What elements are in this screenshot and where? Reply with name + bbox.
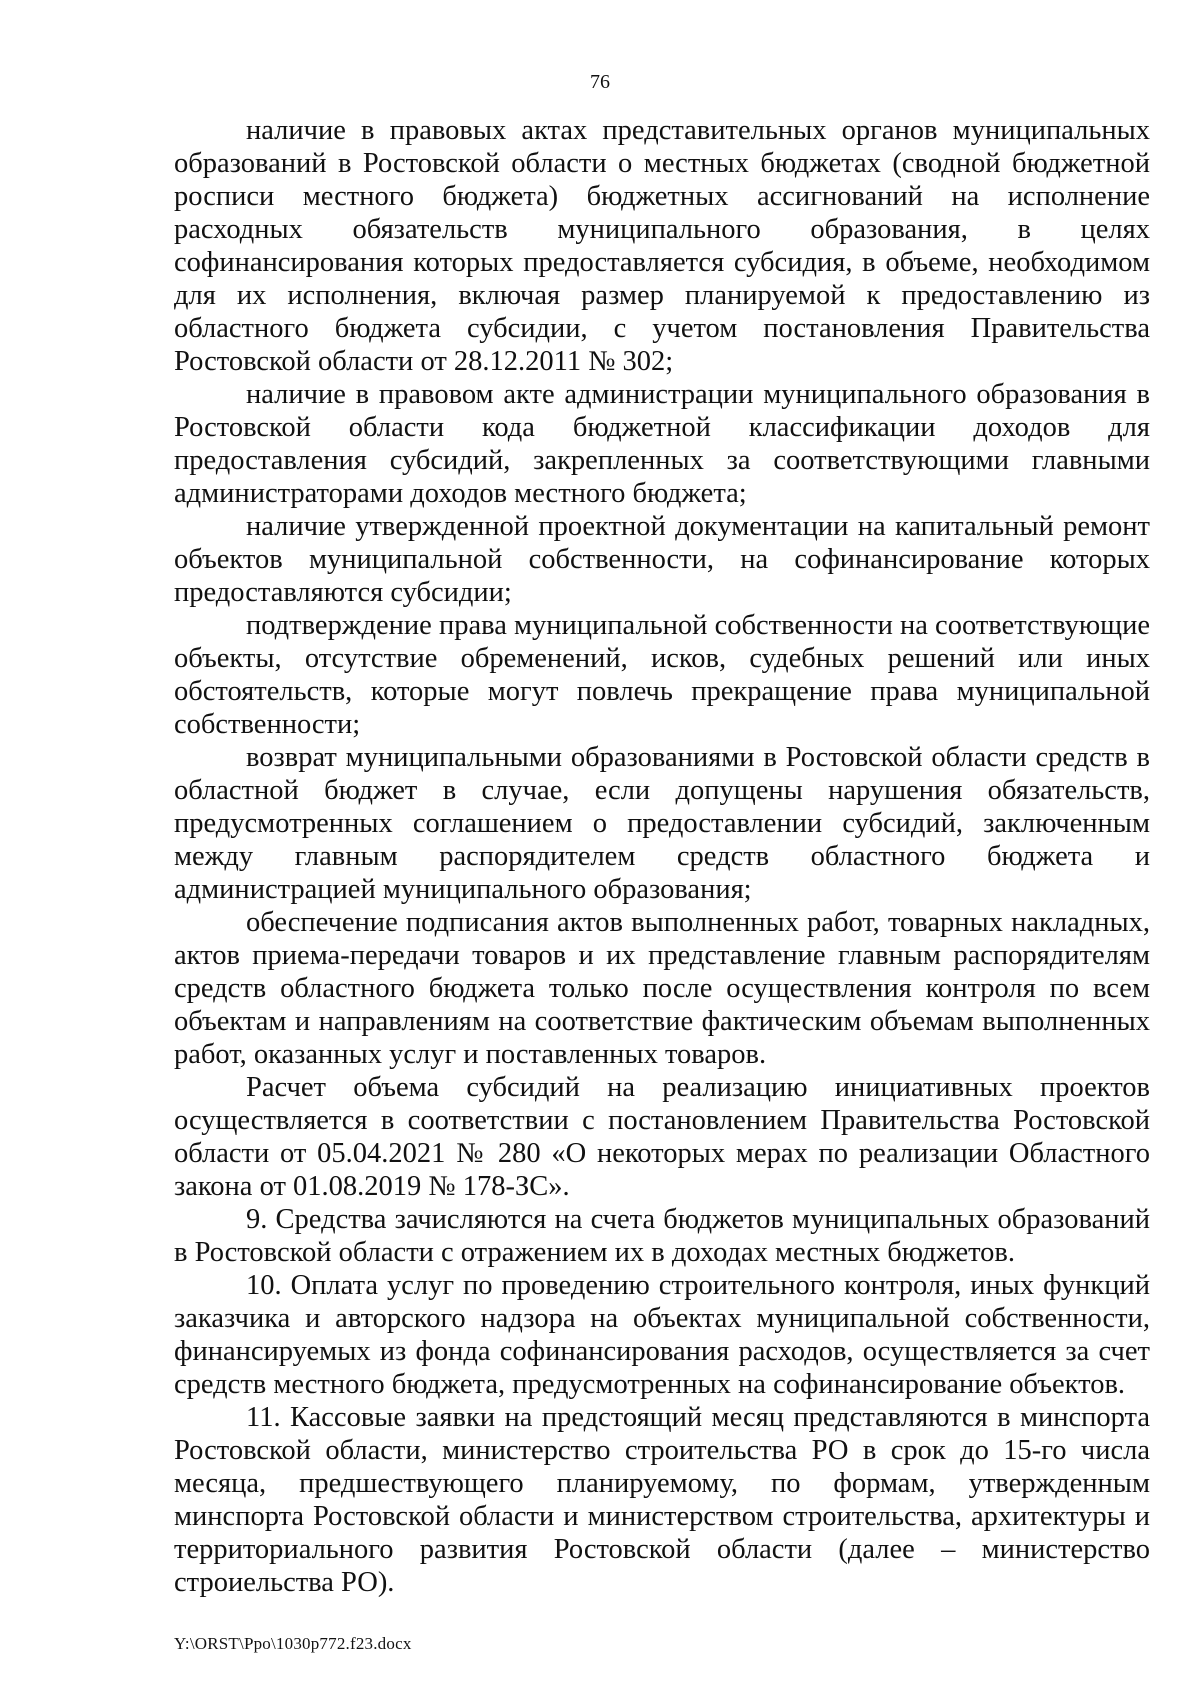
paragraph-item-10: 10. Оплата услуг по проведению строительного контроля, иных функций заказчика и авторского надзора на объектах муниципальной собственности, финансируемых из фонда софинансирования расходов, осуществляется за счет средств местного бюджета, предусмотренных на софинансирование объектов.: [174, 1270, 1150, 1400]
document-body: [174, 114, 1150, 1599]
paragraph-ownership-confirmation: подтверждение права муниципальной собственности на соответствующие объекты, отсутствие обременений, исков, судебных решений или иных обстоятельств, которые могут повлечь прекращение права муниципальной собственности;: [174, 610, 1150, 740]
paragraph-subsidy-calculation: Расчет объема субсидий на реализацию инициативных проектов осуществляется в соответствии с постановлением Правительства Ростовской области от 05.04.2021 № 280 «О некоторых мерах по реализации Областного закона от 01.08.2019 № 178-ЗС».: [174, 1072, 1150, 1202]
paragraph-item-9: 9. Средства зачисляются на счета бюджетов муниципальных образований в Ростовской области с отражением их в доходах местных бюджетов.: [174, 1204, 1150, 1268]
paragraph-project-documentation: наличие утвержденной проектной документации на капитальный ремонт объектов муниципальной собственности, на софинансирование которых предоставляются субсидии;: [174, 511, 1150, 608]
paragraph-budget-allocations: наличие в правовых актах представительных органов муниципальных образований в Ростовской области о местных бюджетах (сводной бюджетной росписи местного бюджета) бюджетных ассигнований на исполнение расходных обязательств муниципального образования, в целях софинансирования которых предоставляется субсидия, в объеме, необходимом для их исполнения, включая размер планируемой к предоставлению из областного бюджета субсидии, с учетом постановления Правительства Ростовской области от 28.12.2011 № 302;: [174, 115, 1150, 377]
paragraph-item-11: 11. Кассовые заявки на предстоящий месяц представляются в минспорта Ростовской области, министерство строительства РО в срок до 15-го числа месяца, предшествующего планируемому, по формам, утвержденным минспорта Ростовской области и министерством строительства, архитектуры и территориального развития Ростовской области (далее – министерство строиельства РО).: [174, 1402, 1150, 1598]
paragraph-acts-signing: обеспечение подписания актов выполненных работ, товарных накладных, актов приема-передачи товаров и их представление главным распорядителям средств областного бюджета только после осуществления контроля по всем объектам и направлениям на соответствие фактическим объемам выполненных работ, оказанных услуг и поставленных товаров.: [174, 907, 1150, 1070]
paragraph-funds-return: возврат муниципальными образованиями в Ростовской области средств в областной бюджет в случае, если допущены нарушения обязательств, предусмотренных соглашением о предоставлении субсидий, заключенным между главным распорядителем средств областного бюджета и администрацией муниципального образования;: [174, 742, 1150, 905]
page-number: 76: [590, 71, 610, 93]
footer-file-path: Y:\ORST\Ppo\1030p772.f23.docx: [174, 1634, 412, 1653]
paragraph-budget-classification-code: наличие в правовом акте администрации муниципального образования в Ростовской области кода бюджетной классификации доходов для предоставления субсидий, закрепленных за соответствующими главными администраторами доходов местного бюджета;: [174, 379, 1150, 509]
